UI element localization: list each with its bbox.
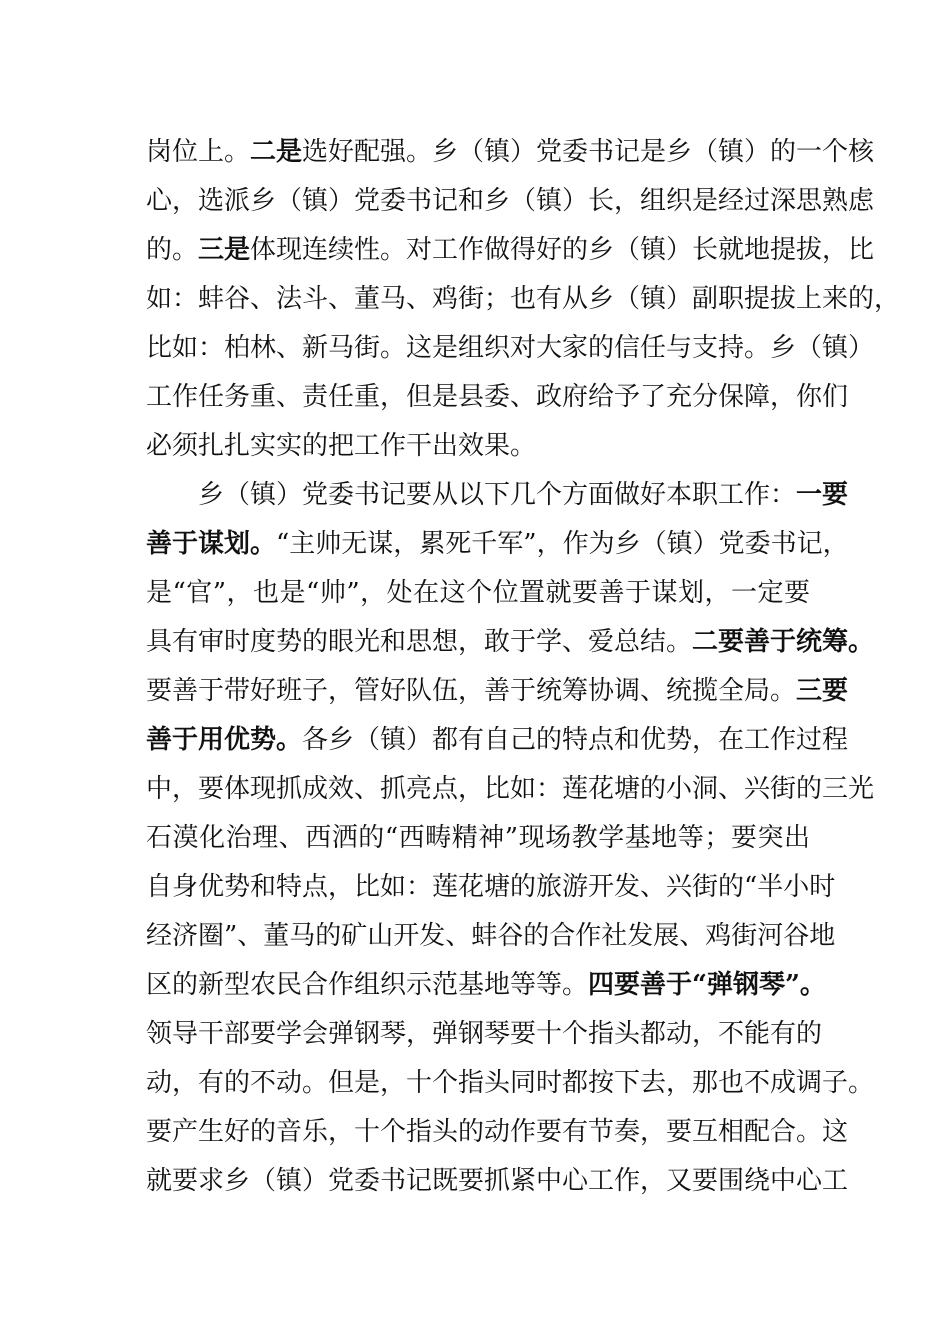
text-line: [146, 961, 826, 1010]
text-line: [146, 373, 849, 422]
bold-phrase: 二是: [250, 137, 303, 167]
text-run: 各乡（镇）都有自己的特点和优势，在工作过程: [302, 725, 849, 755]
text-line: [146, 128, 875, 177]
text-run: 自身优势和特点，比如：莲花塘的旅游开发、兴街的“半小时: [146, 872, 836, 902]
text-line: [146, 912, 836, 961]
text-line: [146, 1108, 849, 1157]
text-run: 如：蚌谷、法斗、董马、鸡街；也有从乡（镇）副职提拔上来的，: [146, 284, 901, 314]
text-run: 岗位上。: [146, 137, 251, 167]
text-line: [146, 667, 849, 716]
text-run: 是“官”，也是“帅”，处在这个位置就要善于谋划，一定要: [146, 578, 810, 608]
text-line: [146, 324, 875, 373]
text-run: 工作任务重、责任重，但是县委、政府给予了充分保障，你们: [146, 382, 849, 412]
text-line: [146, 618, 875, 667]
text-line: [146, 863, 836, 912]
text-line: [146, 275, 901, 324]
bold-phrase: 善于用优势。: [146, 725, 303, 755]
text-run: 具有审时度势的眼光和思想，敢于学、爱总结。: [146, 627, 693, 657]
text-run: 必须扎扎实实的把工作干出效果。: [146, 431, 537, 461]
bold-phrase: 二要善于统筹。: [692, 627, 875, 657]
text-run: 乡（镇）党委书记要从以下几个方面做好本职工作：: [198, 480, 797, 510]
bold-phrase: 善于谋划。: [146, 529, 277, 559]
text-line: [146, 471, 849, 520]
text-run: 选好配强。乡（镇）党委书记是乡（镇）的一个核: [302, 137, 875, 167]
text-run: 中，要体现抓成效、抓亮点，比如：莲花塘的小洞、兴街的三光: [146, 774, 875, 804]
text-run: 的。: [146, 235, 199, 265]
text-line: [146, 520, 849, 569]
text-run: 就要求乡（镇）党委书记既要抓紧中心工作，又要围绕中心工: [146, 1166, 849, 1196]
bold-phrase: 三要: [796, 676, 849, 706]
text-run: 经济圈”、董马的矿山开发、蚌谷的合作社发展、鸡街河谷地: [146, 921, 836, 951]
text-run: 区的新型农民合作组织示范基地等等。: [146, 970, 589, 1000]
text-run: 要善于带好班子，管好队伍，善于统筹协调、统揽全局。: [146, 676, 797, 706]
text-run: 体现连续性。对工作做得好的乡（镇）长就地提拔，比: [250, 235, 875, 265]
text-run: 领导干部要学会弹钢琴，弹钢琴要十个指头都动，不能有的: [146, 1019, 823, 1049]
text-line: [146, 422, 810, 471]
text-run: 比如：柏林、新马街。这是组织对大家的信任与支持。乡（镇）: [146, 333, 875, 363]
body-text: [146, 128, 901, 1206]
text-line: [146, 1010, 823, 1059]
text-line: [146, 569, 810, 618]
bold-phrase: 一要: [796, 480, 849, 510]
bold-phrase: 四要善于“弹钢琴”。: [588, 970, 826, 1000]
text-line: [146, 226, 875, 275]
text-run: 石漠化治理、西洒的“西畴精神”现场教学基地等；要突出: [146, 823, 810, 853]
text-run: “主帅无谋，累死千军”，作为乡（镇）党委书记，: [276, 529, 849, 559]
text-line: [146, 814, 810, 863]
text-line: [146, 1157, 849, 1206]
text-run: 心，选派乡（镇）党委书记和乡（镇）长，组织是经过深思熟虑: [146, 186, 875, 216]
bold-phrase: 三是: [198, 235, 251, 265]
text-run: 动，有的不动。但是，十个指头同时都按下去，那也不成调子。: [146, 1068, 875, 1098]
text-line: [146, 765, 875, 814]
text-line: [146, 177, 875, 226]
text-line: [146, 1059, 875, 1108]
text-run: 要产生好的音乐，十个指头的动作要有节奏，要互相配合。这: [146, 1117, 849, 1147]
text-line: [146, 716, 849, 765]
